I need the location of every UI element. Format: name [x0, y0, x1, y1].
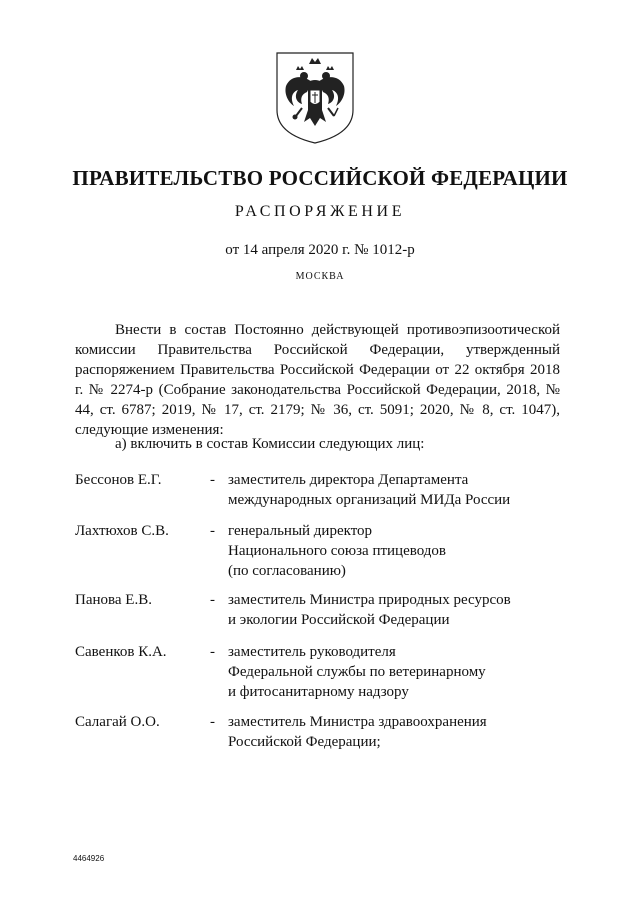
member-name: Савенков К.А.	[75, 644, 167, 660]
member-name: Бессонов Е.Г.	[75, 472, 162, 488]
member-name: Панова Е.В.	[75, 592, 152, 608]
member-name: Лахтюхов С.В.	[75, 523, 169, 539]
city-label: МОСКВА	[295, 271, 345, 282]
member-role: заместитель директора Департамента международных организаций МИДа России	[228, 472, 511, 508]
member-dash: -	[210, 644, 215, 660]
member-name: Салагай О.О.	[75, 714, 160, 730]
document-type: РАСПОРЯЖЕНИЕ	[234, 203, 406, 220]
member-role: заместитель руководителя Федеральной службы по ветеринарному и фитосанитарному надзору	[228, 644, 486, 700]
document-date-number: от 14 апреля 2020 г. № 1012-р	[225, 242, 415, 258]
member-dash: -	[210, 472, 215, 488]
member-role: заместитель Министра здравоохранения Российской Федерации;	[228, 714, 487, 750]
member-role: заместитель Министра природных ресурсов и экологии Российской Федерации	[228, 592, 511, 628]
government-title: ПРАВИТЕЛЬСТВО РОССИЙСКОЙ ФЕДЕРАЦИИ	[72, 166, 568, 190]
member-role: генеральный директор Национального союза птицеводов (по согласованию)	[228, 523, 446, 579]
intro-paragraph: Внести в состав Постоянно действующей противоэпизоотической комиссии Правительства Российской Федерации, утвержденный распоряжением Правительства Российской Федерации от 22 октября 2018 г. № 2274-р (Собрание законодательства Российской Федерации, 2018, № 44, ст. 6787; 2019, № 17, ст. 2179; № 36, ст. 5091; 2020, № 8, ст. 1047), следующие изменения:	[75, 322, 560, 438]
member-dash: -	[210, 714, 215, 730]
member-dash: -	[210, 592, 215, 608]
document-code: 4464926	[73, 854, 105, 863]
russian-coat-of-arms-icon	[274, 50, 356, 146]
member-dash: -	[210, 523, 215, 539]
item-a-text: а) включить в состав Комиссии следующих лиц:	[115, 436, 425, 452]
